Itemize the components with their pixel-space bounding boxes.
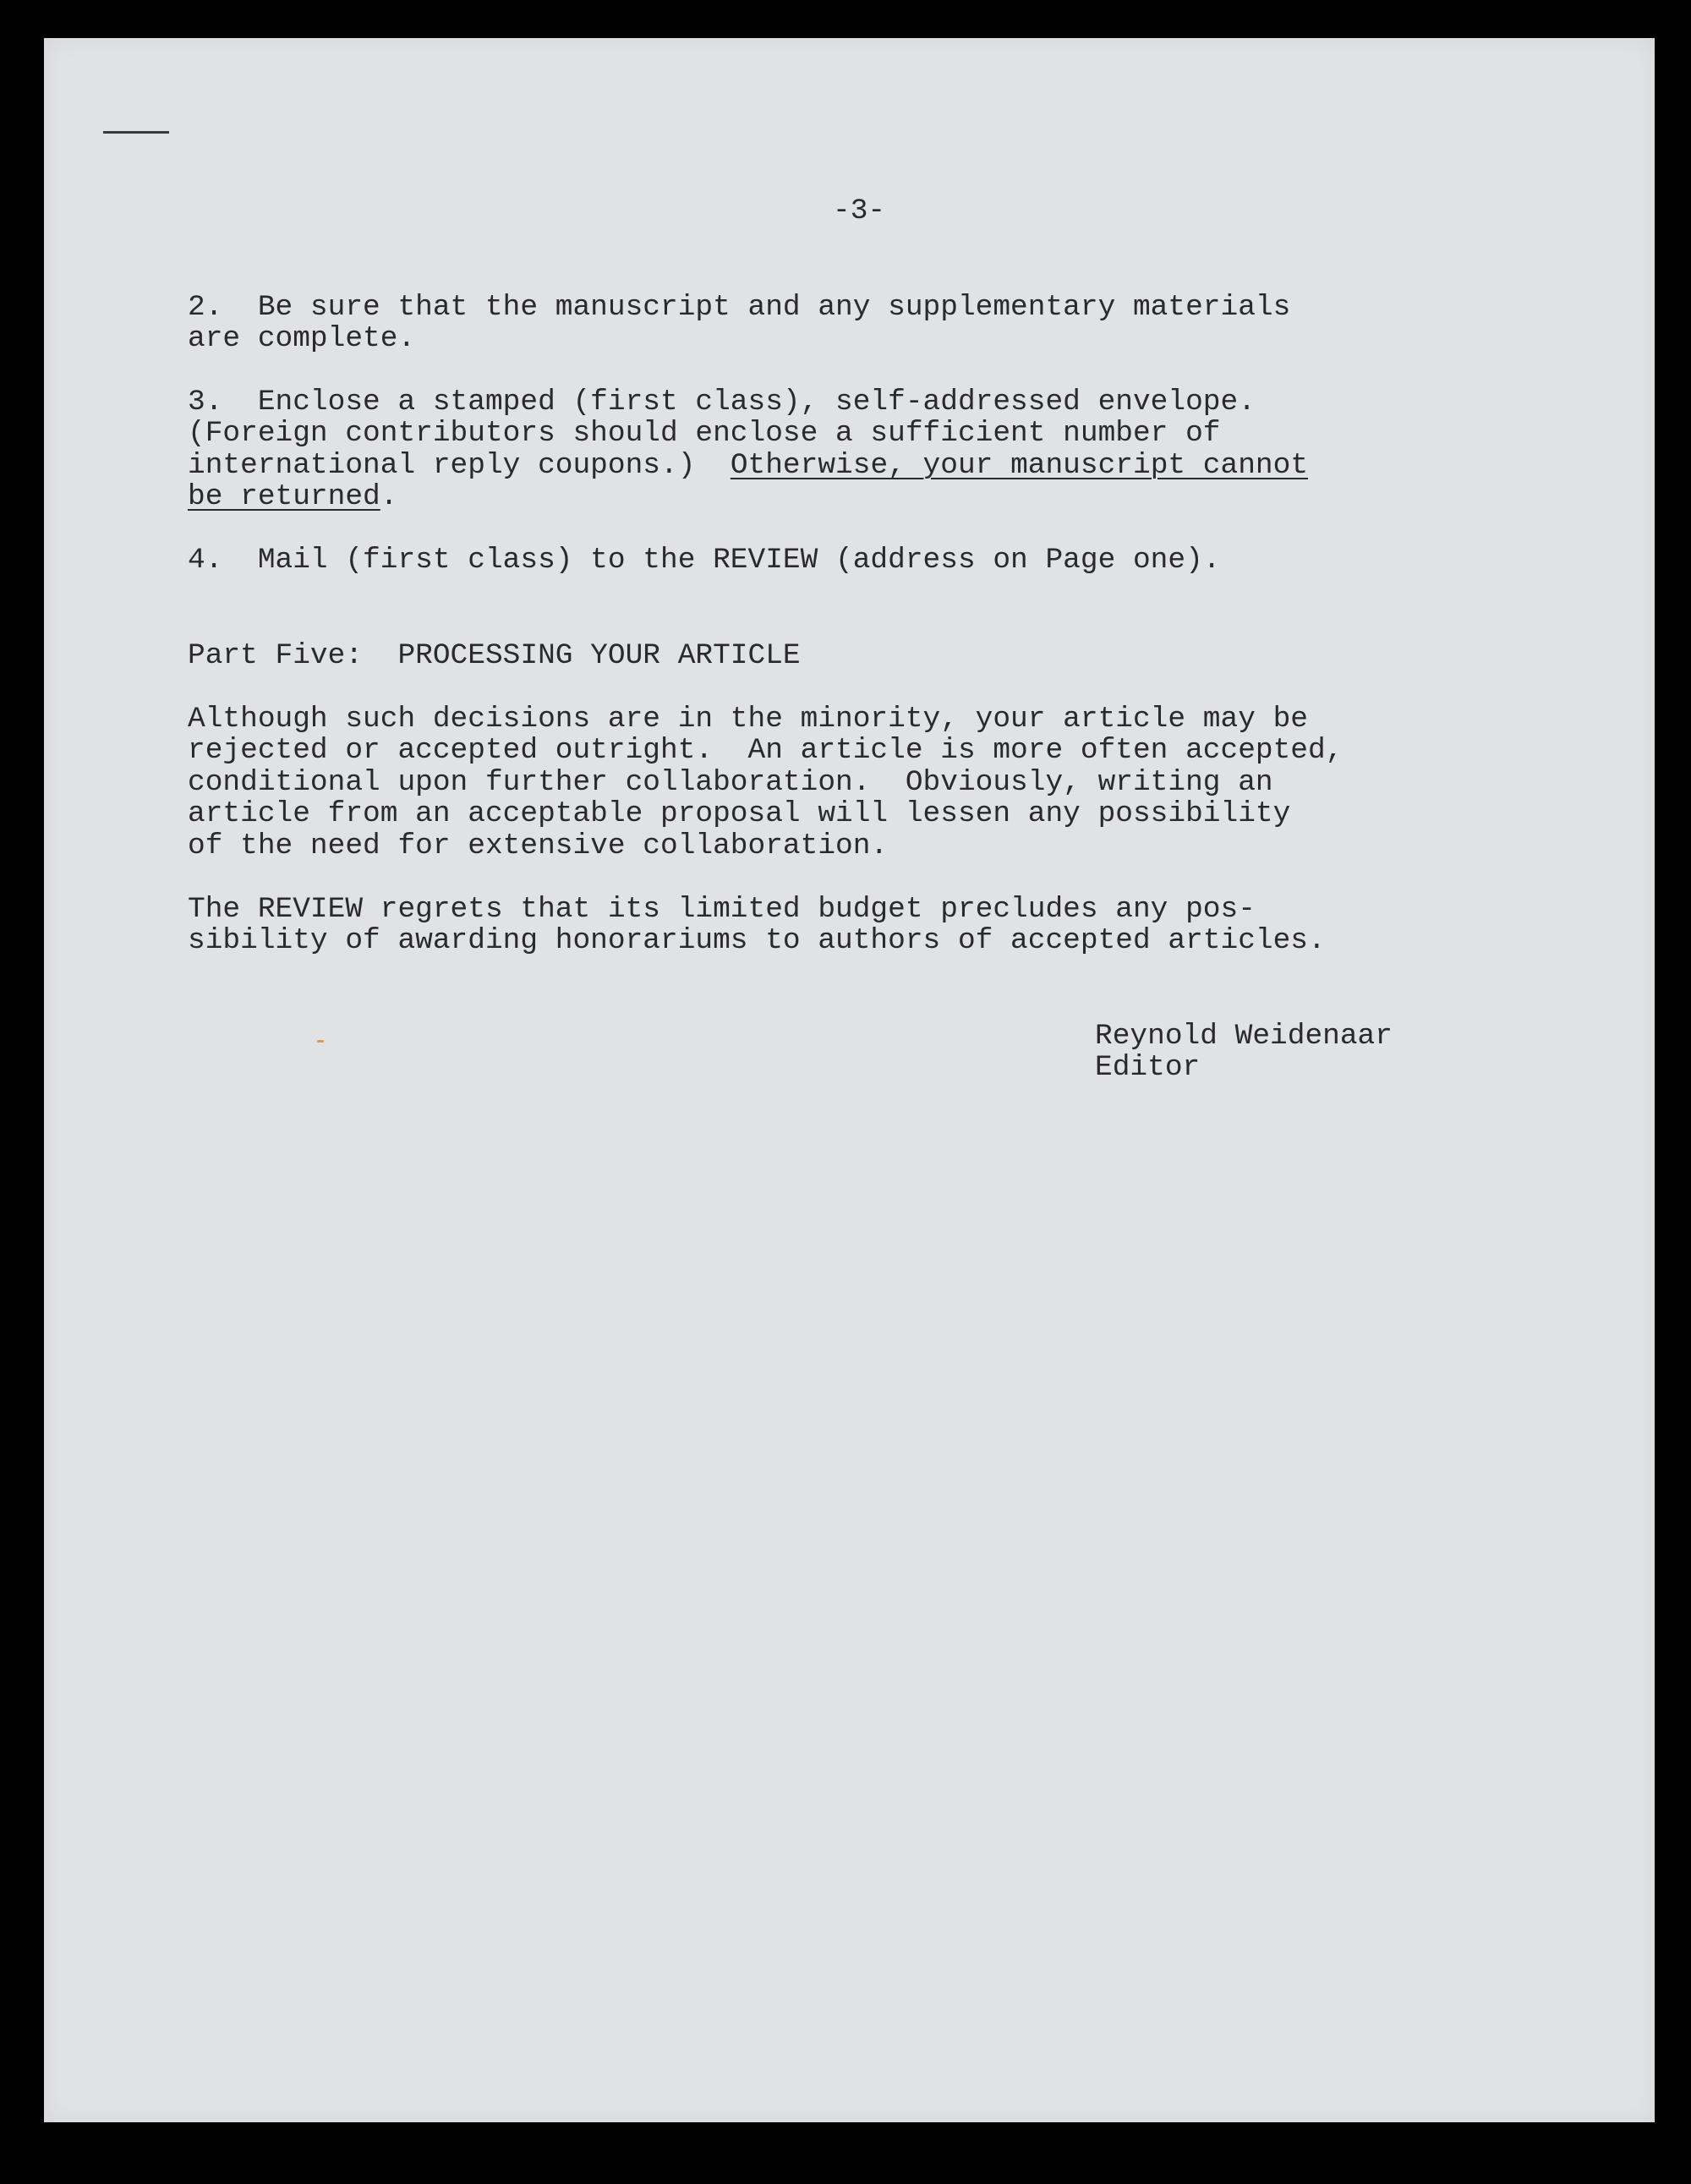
page-number: -3-: [833, 194, 886, 227]
paragraph-2-line-2: sibility of awarding honorariums to authors of accepted articles.: [188, 924, 1326, 957]
paragraph-1-line-5: of the need for extensive collaboration.: [188, 829, 889, 862]
section-heading: Part Five: PROCESSING YOUR ARTICLE: [188, 639, 801, 672]
paragraph-1-line-4: article from an acceptable proposal will lessen any possibility: [188, 797, 1291, 830]
item-3-underlined-returned: be returned: [188, 480, 380, 513]
item-3-underlined-warning: Otherwise, your manuscript cannot: [730, 449, 1309, 482]
item-2-line-1: 2. Be sure that the manuscript and any supplementary materials: [188, 291, 1291, 324]
item-3-line-3: [188, 450, 1308, 482]
paragraph-1-line-3: conditional upon further collaboration. Obviously, writing an: [188, 766, 1273, 799]
item-4-line-1: 4. Mail (first class) to the REVIEW (address on Page one).: [188, 544, 1221, 577]
item-3-line-4-end: .: [380, 480, 398, 513]
document-page: [44, 38, 1655, 2122]
signature-title: Editor: [1095, 1051, 1201, 1084]
paragraph-1-line-2: rejected or accepted outright. An article is more often accepted,: [188, 734, 1343, 767]
paragraph-2-line-1: The REVIEW regrets that its limited budget precludes any pos-: [188, 893, 1256, 926]
item-3-line-4: [188, 481, 397, 513]
item-3-line-2: (Foreign contributors should enclose a sufficient number of: [188, 417, 1221, 450]
item-3-line-1: 3. Enclose a stamped (first class), self-addressed envelope.: [188, 386, 1256, 419]
paper-speck: [317, 1040, 324, 1043]
paragraph-1-line-1: Although such decisions are in the minority, your article may be: [188, 703, 1309, 736]
item-2-line-2: are complete.: [188, 322, 416, 355]
pencil-mark: [103, 131, 169, 134]
item-3-line-3-text: international reply coupons.): [188, 449, 731, 482]
signature-name: Reynold Weidenaar: [1095, 1020, 1393, 1053]
